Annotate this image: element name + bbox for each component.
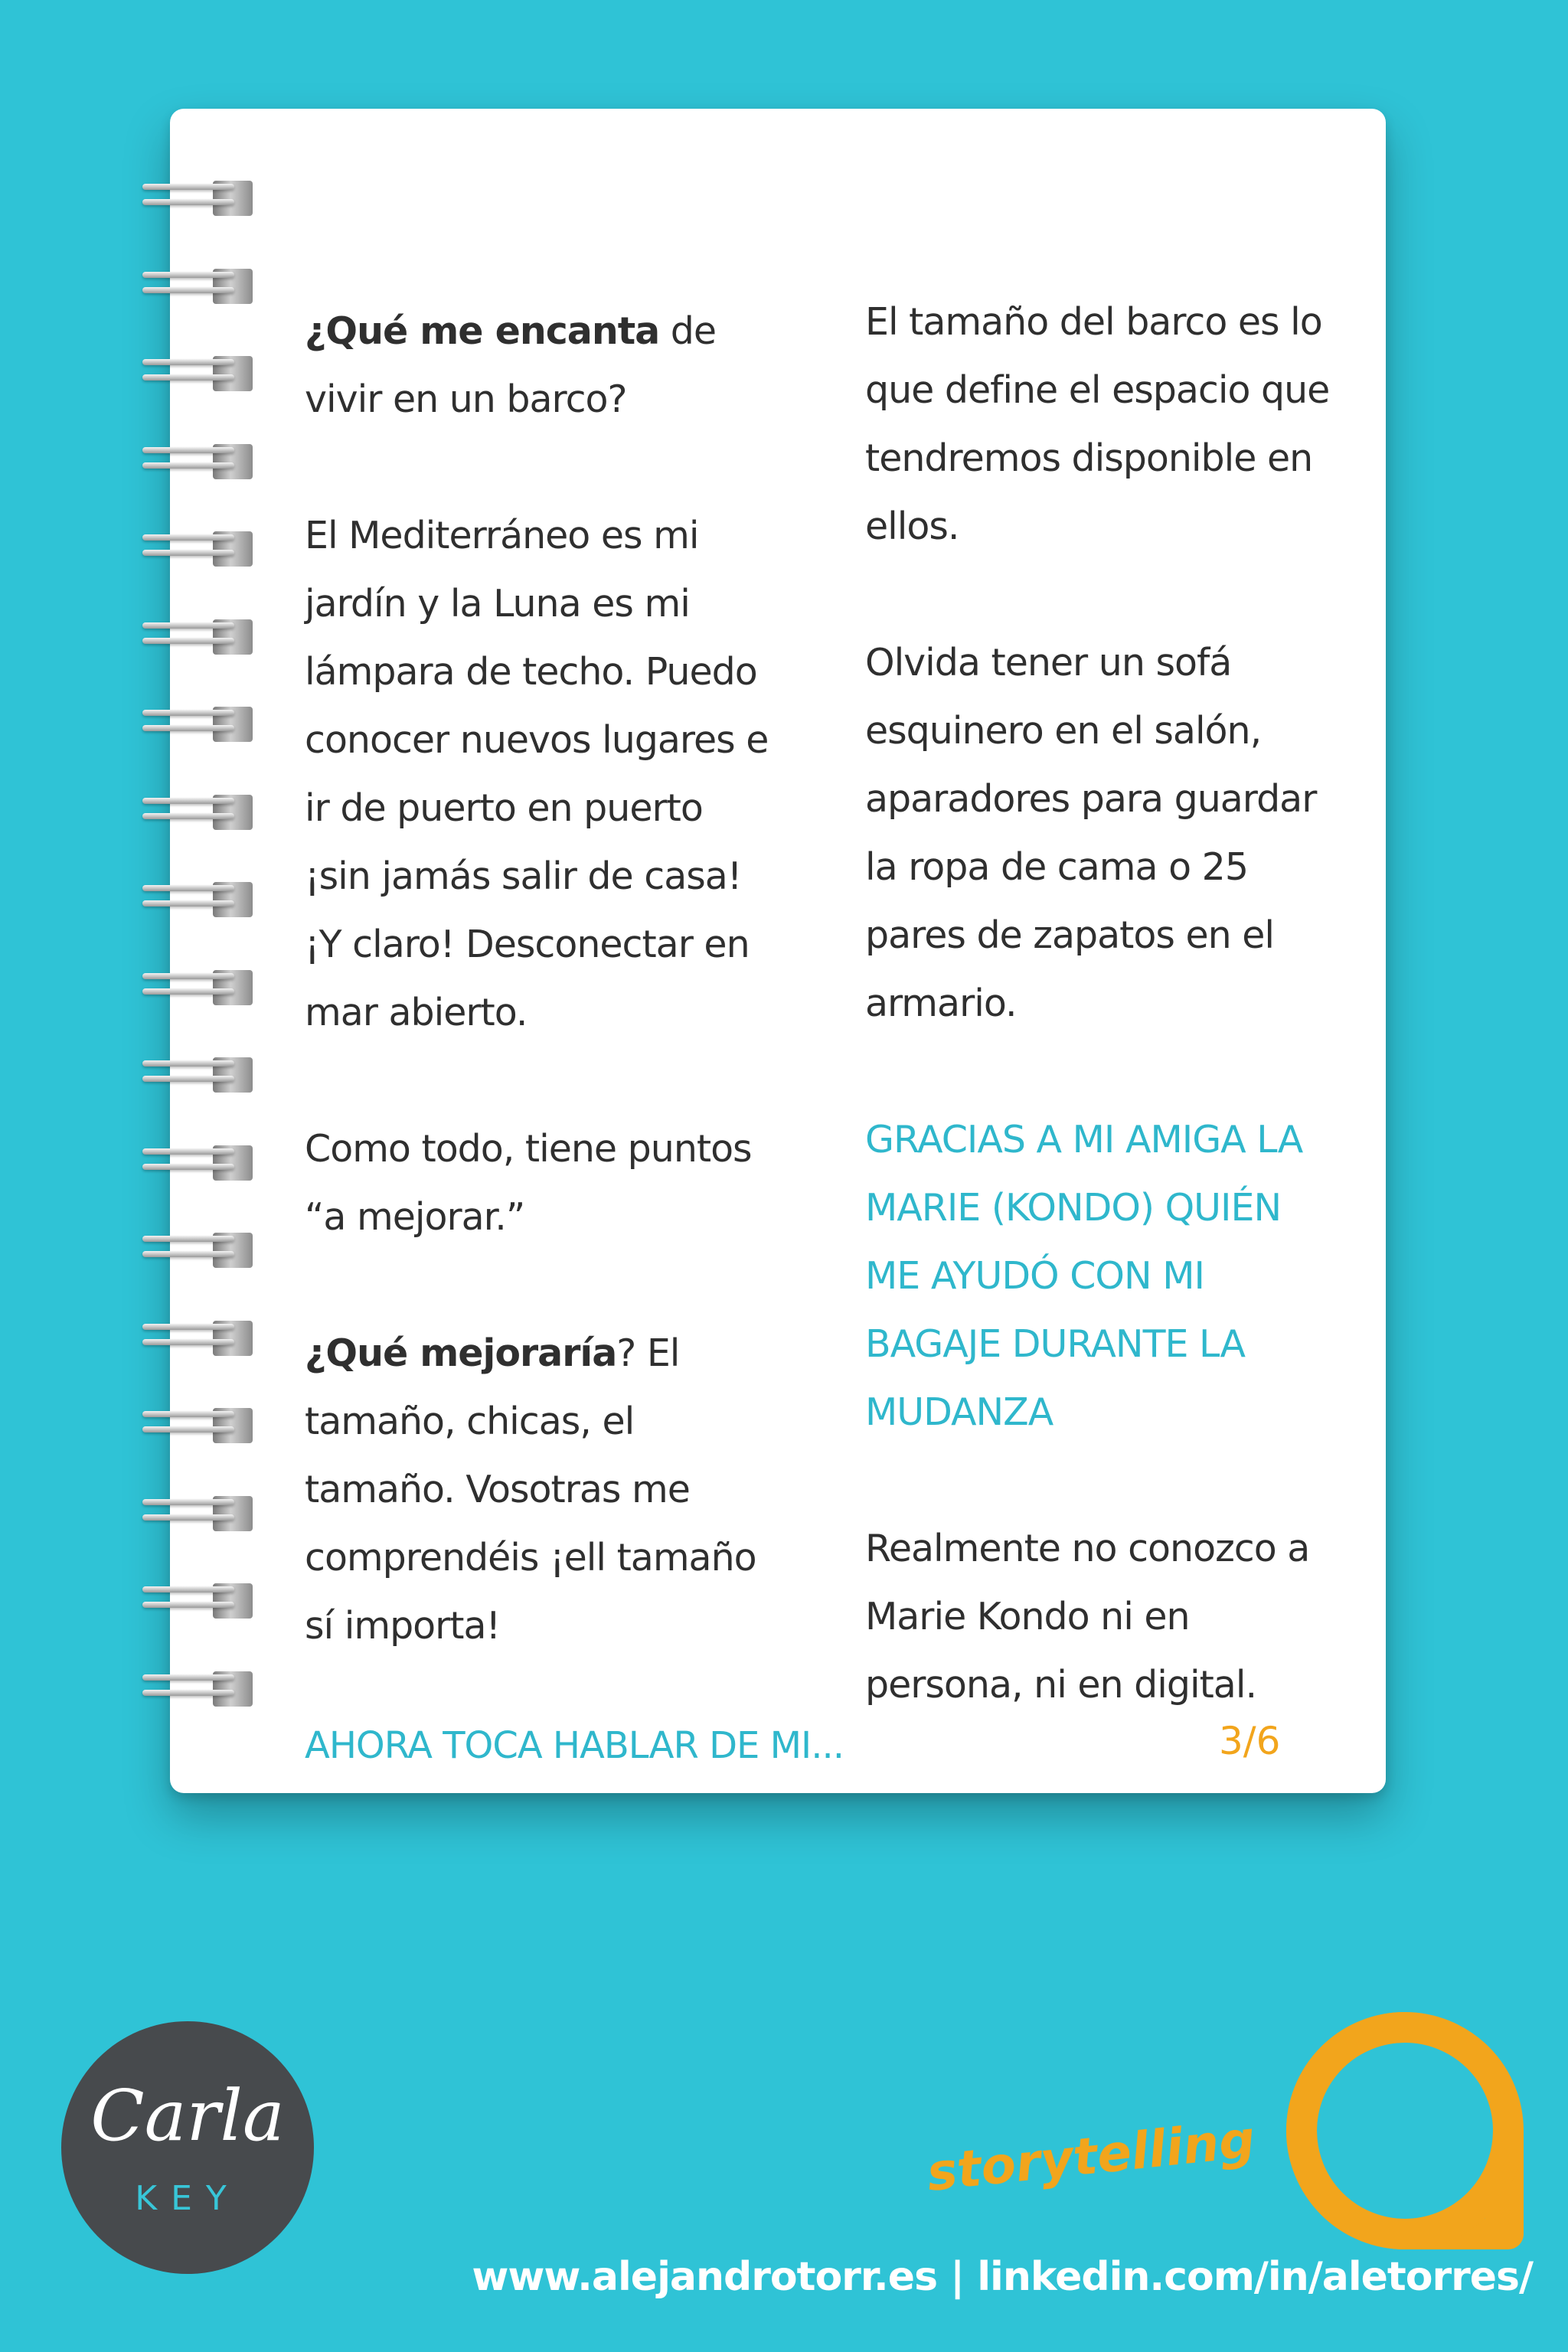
- paragraph-bold: ¿Qué me encanta: [305, 309, 660, 353]
- ring-wire: [142, 1060, 234, 1067]
- ring-wire: [142, 1164, 234, 1170]
- paragraph-text: El Mediterráneo es mi jardín y la Luna es mi lámpara de techo. Puedo conocer nuevos lugares e ir de puerto en puerto ¡sin jamás salir de casa! ¡Y claro! Desconectar en mar abierto.: [305, 514, 769, 1034]
- ring-wire: [142, 1426, 234, 1432]
- ring-wire: [142, 1411, 234, 1417]
- spiral-ring: [139, 351, 270, 394]
- spiral-ring: [139, 877, 270, 920]
- ring-wire: [142, 1076, 234, 1082]
- ring-wire: [142, 1324, 234, 1330]
- spiral-ring: [139, 1141, 270, 1184]
- ring-wire: [142, 638, 234, 644]
- spiral-ring: [139, 1403, 270, 1446]
- spiral-binding: [139, 176, 277, 1738]
- paragraph-olvida: Olvida tener un sofá esquinero en el salón, aparadores para guardar la ropa de cama o 25 pares de zapatos en el armario.: [865, 641, 1317, 1025]
- logo-key-text: KEY: [135, 2179, 240, 2218]
- ring-wire: [142, 1499, 234, 1505]
- ring-wire: [142, 710, 234, 716]
- paragraph-closing: Realmente no conozco a Marie Kondo ni en persona, ni en digital.: [865, 1527, 1310, 1707]
- ring-wire: [142, 550, 234, 556]
- ring-wire: [142, 885, 234, 891]
- spiral-ring: [139, 1316, 270, 1359]
- paragraph-text: de vivir en un barco?: [305, 309, 717, 421]
- paragraph-bold: ¿Qué mejoraría: [305, 1331, 617, 1375]
- paragraph-text: Como todo, tiene puntos “a mejorar.”: [305, 1127, 752, 1239]
- page-number: 3/6: [1219, 1719, 1281, 1763]
- ring-wire: [142, 1339, 234, 1345]
- ring-wire: [142, 1602, 234, 1608]
- ring-wire: [142, 813, 234, 819]
- ring-wire: [142, 798, 234, 804]
- paragraph-puntos: [305, 1115, 779, 1251]
- paragraph-text: ? El tamaño, chicas, el tamaño. Vosotras me comprendéis ¡ell tamaño sí importa!: [305, 1331, 756, 1648]
- right-column: [865, 288, 1340, 1787]
- spiral-ring: [139, 264, 270, 307]
- ring-wire: [142, 272, 234, 278]
- speech-bubble-icon: [1286, 2012, 1524, 2249]
- spiral-ring: [139, 1228, 270, 1271]
- spiral-ring: [139, 702, 270, 745]
- storytelling-label: storytelling: [923, 2109, 1258, 2203]
- paragraph-mejoraria: [305, 1319, 779, 1660]
- spiral-ring: [139, 1053, 270, 1096]
- ring-wire: [142, 462, 234, 469]
- spiral-ring: [139, 1667, 270, 1710]
- ring-wire: [142, 199, 234, 205]
- spiral-ring: [139, 176, 270, 219]
- spiral-ring: [139, 615, 270, 658]
- spiral-ring: [139, 527, 270, 570]
- ring-wire: [142, 1236, 234, 1242]
- ring-wire: [142, 622, 234, 629]
- left-column: [305, 297, 779, 1728]
- ring-wire: [142, 534, 234, 541]
- ring-wire: [142, 1148, 234, 1155]
- ring-wire: [142, 1674, 234, 1681]
- ring-wire: [142, 988, 234, 995]
- ring-wire: [142, 374, 234, 381]
- spiral-ring: [139, 1491, 270, 1534]
- paragraph-mediterraneo: [305, 501, 779, 1047]
- ring-wire: [142, 1514, 234, 1521]
- highlight-text: GRACIAS A MI AMIGA LA MARIE (KONDO) QUIÉN ME AYUDÓ CON MI BAGAJE DURANTE LA MUDANZA: [865, 1118, 1303, 1434]
- paragraph-encanta: [305, 297, 779, 433]
- spiral-ring: [139, 790, 270, 833]
- paragraph-tamano: El tamaño del barco es lo que define el espacio que tendremos disponible en ellos.: [865, 300, 1330, 548]
- ring-wire: [142, 287, 234, 293]
- next-teaser: AHORA TOCA HABLAR DE MI...: [305, 1724, 844, 1767]
- ring-wire: [142, 359, 234, 365]
- spiral-ring: [139, 1579, 270, 1622]
- ring-wire: [142, 1251, 234, 1257]
- contact-links[interactable]: www.alejandrotorr.es | linkedin.com/in/aletorres/: [472, 2254, 1533, 2300]
- spiral-ring: [139, 439, 270, 482]
- ring-wire: [142, 900, 234, 906]
- ring-wire: [142, 184, 234, 190]
- ring-wire: [142, 725, 234, 731]
- carla-key-logo: [61, 2021, 314, 2274]
- ring-wire: [142, 1586, 234, 1592]
- ring-wire: [142, 1690, 234, 1696]
- logo-script-text: Carla: [90, 2075, 285, 2157]
- ring-wire: [142, 973, 234, 979]
- ring-wire: [142, 447, 234, 453]
- spiral-ring: [139, 965, 270, 1008]
